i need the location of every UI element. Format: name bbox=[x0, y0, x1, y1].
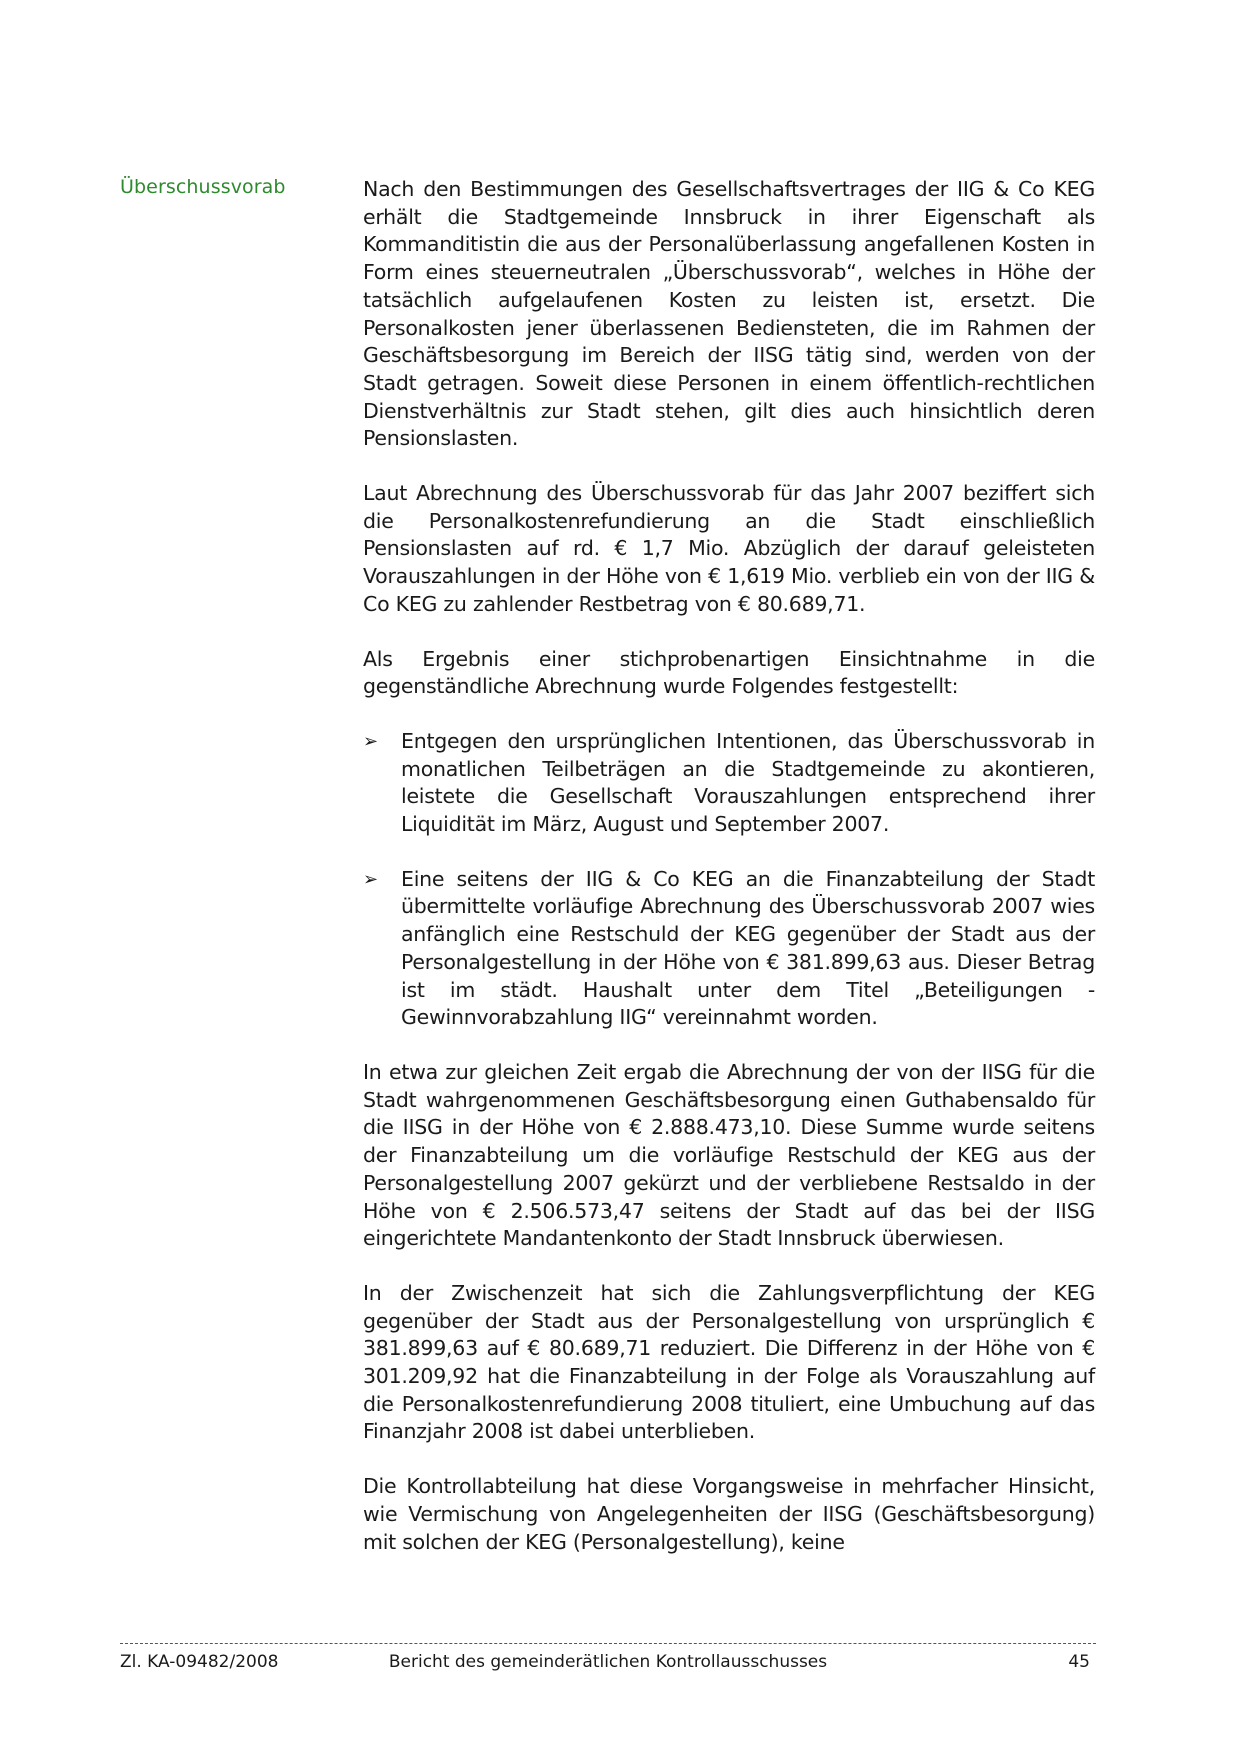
arrow-bullet-icon: ➢ bbox=[363, 730, 378, 752]
bullet-item bbox=[363, 728, 1095, 839]
footer-divider bbox=[120, 1643, 1096, 1644]
sub-paragraph: In der Zwischenzeit hat sich die Zahlungsverpflichtung der KEG gegenüber der Stadt aus der Personalgestellung von ursprünglich € 381.899,63 auf € 80.689,71 reduziert. Die Differenz in der Höhe von € 301.209,92 hat die Finanzabteilung in der Folge als Vorauszahlung auf die Personalkostenrefundierung 2008 tituliert, eine Umbuchung auf das Finanzjahr 2008 ist dabei unterblieben. bbox=[363, 1280, 1095, 1444]
margin-heading: Überschussvorab bbox=[120, 176, 286, 198]
sub-paragraph: Die Kontrollabteilung hat diese Vorgangsweise in mehrfacher Hinsicht, wie Vermischung von Angelegenheiten der IISG (Geschäftsbesorgung) mit solchen der KEG (Personalgestellung), keine bbox=[363, 1474, 1095, 1554]
footer-reference: Zl. KA-09482/2008 bbox=[120, 1652, 279, 1672]
bullet-text: Eine seitens der IIG & Co KEG an die Finanzabteilung der Stadt übermittelte vorläufige Abrechnung des Überschussvorab 2007 wies anfänglich eine Restschuld der KEG gegenüber der Stadt aus der Personalgestellung in der Höhe von € 381.899,63 aus. Dieser Betrag ist im städt. Haushalt unter dem Titel „Beteiligungen - Gewinnvorabzahlung IIG“ vereinnahmt worden. bbox=[401, 866, 1095, 1030]
bullet-text: Entgegen den ursprünglichen Intentionen, das Überschussvorab in monatlichen Teilbeträgen an die Stadtgemeinde zu akontieren, leistete die Gesellschaft Vorauszahlungen entsprechend ihrer Liquidität im März, August und September 2007. bbox=[401, 728, 1095, 837]
page-number: 45 bbox=[1068, 1652, 1090, 1672]
arrow-bullet-icon: ➢ bbox=[363, 868, 378, 890]
paragraph: Laut Abrechnung des Überschussvorab für das Jahr 2007 beziffert sich die Personalkostenrefundierung an die Stadt einschließlich Pensionslasten auf rd. € 1,7 Mio. Abzüglich der darauf geleisteten Vorauszahlungen in der Höhe von € 1,619 Mio. verblieb ein von der IIG & Co KEG zu zahlender Restbetrag von € 80.689,71. bbox=[363, 481, 1095, 616]
paragraph: Als Ergebnis einer stichprobenartigen Einsichtnahme in die gegenständliche Abrechnung wurde Folgendes festgestellt: bbox=[363, 646, 1095, 699]
footer-title: Bericht des gemeinderätlichen Kontrollausschusses bbox=[388, 1652, 828, 1672]
bullet-item bbox=[363, 866, 1095, 1032]
body-text bbox=[363, 176, 1095, 1583]
paragraph: Nach den Bestimmungen des Gesellschaftsvertrages der IIG & Co KEG erhält die Stadtgemeinde Innsbruck in ihrer Eigenschaft als Kommanditistin die aus der Personalüberlassung angefallenen Kosten in Form eines steuerneutralen „Überschussvorab“, welches in Höhe der tatsächlich aufgelaufenen Kosten zu leisten ist, ersetzt. Die Personalkosten jener überlassenen Bediensteten, die im Rahmen der Geschäftsbesorgung im Bereich der IISG tätig sind, werden von der Stadt getragen. Soweit diese Personen in einem öffentlich-rechtlichen Dienstverhältnis zur Stadt stehen, gilt dies auch hinsichtlich deren Pensionslasten. bbox=[363, 177, 1095, 451]
sub-paragraph: In etwa zur gleichen Zeit ergab die Abrechnung der von der IISG für die Stadt wahrgenommenen Geschäftsbesorgung einen Guthabensaldo für die IISG in der Höhe von € 2.888.473,10. Diese Summe wurde seitens der Finanzabteilung um die vorläufige Restschuld der KEG aus der Personalgestellung 2007 gekürzt und der verbliebene Restsaldo in der Höhe von € 2.506.573,47 seitens der Stadt auf das bei der IISG eingerichtete Mandantenkonto der Stadt Innsbruck überwiesen. bbox=[363, 1059, 1095, 1251]
